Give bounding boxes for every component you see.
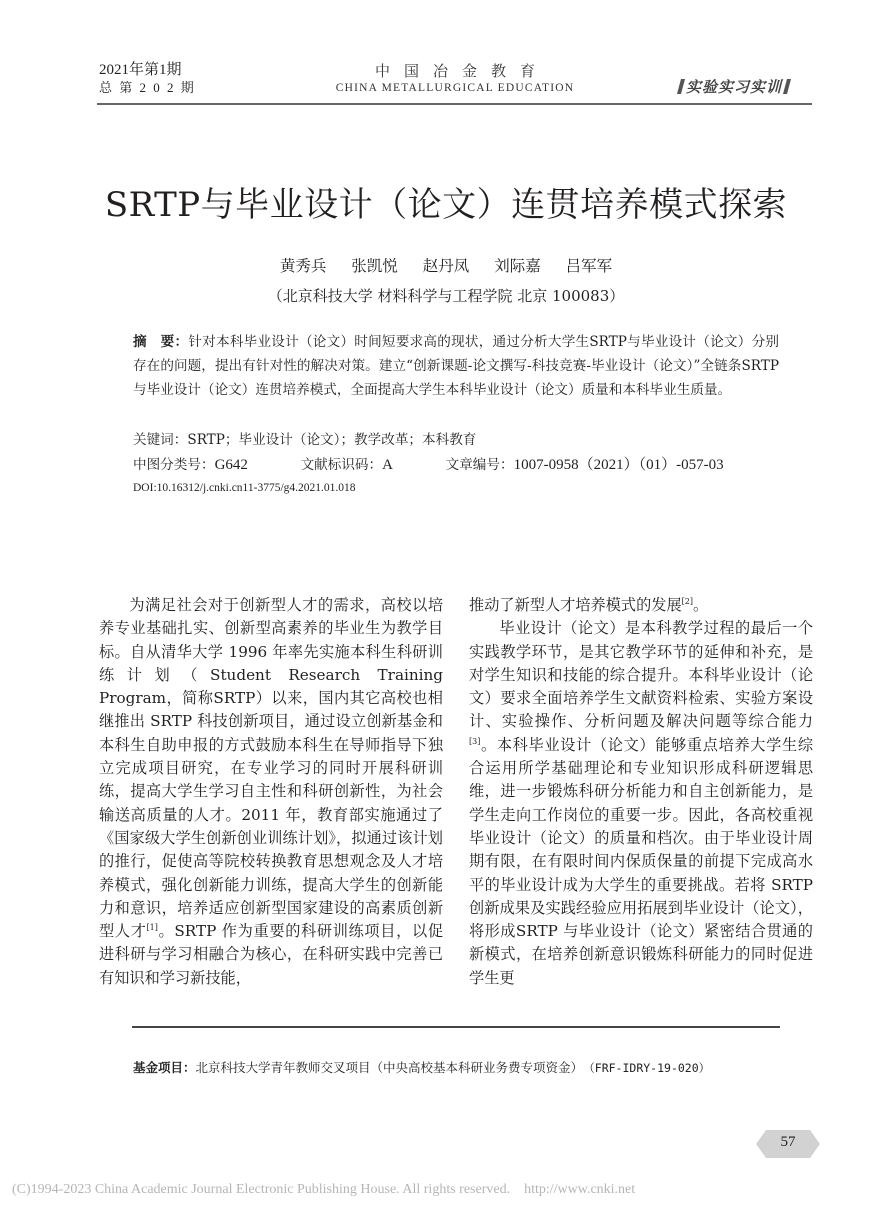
citation[interactable]: [1] xyxy=(146,923,158,933)
paragraph-text: 推动了新型人才培养模式的发展 xyxy=(469,596,682,614)
funding-note xyxy=(133,1059,710,1077)
column-label xyxy=(676,76,792,97)
body-column-left xyxy=(99,594,443,990)
author: 吕军军 xyxy=(565,257,613,275)
fund-code: （FRF-IDRY-19-020） xyxy=(589,1061,711,1075)
page-number-badge xyxy=(756,1130,820,1158)
abstract-label: 摘 要： xyxy=(133,334,189,350)
citation[interactable]: [2] xyxy=(681,596,693,606)
footnote-divider xyxy=(132,1026,780,1028)
cnki-link[interactable]: http://www.cnki.net xyxy=(524,1182,636,1197)
doc-code-label: 文献标识码： xyxy=(300,457,383,473)
paragraph xyxy=(469,594,813,617)
clc-label: 中图分类号： xyxy=(133,457,215,473)
author: 刘际嘉 xyxy=(494,257,541,275)
author: 黄秀兵 xyxy=(279,257,327,275)
affiliation: （北京科技大学 材料科学与工程学院 北京 100083） xyxy=(267,287,625,305)
article-no-label: 文章编号： xyxy=(445,457,514,473)
journal-name-cn: 中国冶金教育 xyxy=(374,62,549,80)
keywords xyxy=(133,430,476,450)
fund-text: 北京科技大学青年教师交叉项目（中央高校基本科研业务费专项资金） xyxy=(195,1060,584,1075)
clc-value: G642 xyxy=(214,457,248,473)
paragraph-text: 为满足社会对于创新型人才的需求，高校以培养专业基础扎实、创新型高素养的毕业生为教学目标。自从清华大学 1996 年率先实施本科生科研训练计划（Student Research Training Program，简称SRTP）以来，国内其它高校也相继推出 SRTP 科技创新项目，通过设立创新基金和本科生自助申报的方式鼓励本科生在导师指导下独立完成项目研究，在专业学习的同时开展科研训练，提高大学生学习自主性和科研创新性，为社会输送高质量的人才。2011 年，教育部实施通过了《国家级大学生创新创业训练计划》，拟通过该计划的推行，促使高等院校转换教育思想观念及人才培养模式，强化创新能力训练，提高大学生的创新能力和意识，培养适应创新型国家建设的高素质创新型人才 xyxy=(99,596,443,941)
body-column-right xyxy=(469,594,813,990)
citation[interactable]: [3] xyxy=(469,736,481,746)
paragraph-text: 。 xyxy=(692,596,709,614)
issue-total-line: 总 第 2 0 2 期 xyxy=(99,80,196,95)
header-divider xyxy=(97,103,812,105)
paragraph xyxy=(99,594,443,990)
paragraph-text: 毕业设计（论文）是本科教学过程的最后一个实践教学环节，是其它教学环节的延伸和补充，是对学生知识和技能的综合提升。本科毕业设计（论文）要求全面培养学生文献资料检索、实验方案设计、实验操作、分析问题及解决问题等综合能力 xyxy=(469,619,813,731)
column-name: 实验实习实训 xyxy=(686,78,783,96)
paragraph-text: 。SRTP 作为重要的科研训练项目，以促进科研与学习相融合为核心，在科研实践中完善已有知识和学习新技能， xyxy=(99,922,444,987)
abstract xyxy=(133,330,779,402)
paragraph-text: 。本科毕业设计（论文）能够重点培养大学生综合运用所学基础理论和专业知识形成科研逻辑思维，进一步锻炼科研分析能力和自主创新能力，是学生走向工作岗位的重要一步。因此，各高校重视毕业设计（论文）的质量和档次。由于毕业设计周期有限，在有限时间内保质保量的前提下完成高水平的毕业设计成为大学生的重要挑战。若将 SRTP 创新成果及实践经验应用拓展到毕业设计（论文），将形成SRTP 与毕业设计（论文）紧密结合贯通的新模式，在培养创新意识锻炼科研能力的同时促进学生更 xyxy=(469,735,813,987)
page-number: 57 xyxy=(780,1134,796,1150)
article-no-value: 1007-0958（2021）（01）-057-03 xyxy=(513,457,724,473)
keywords-text: SRTP；毕业设计（论文）；教学改革；本科教育 xyxy=(187,432,477,448)
keywords-label: 关键词： xyxy=(133,432,188,448)
author-list xyxy=(60,256,832,276)
classification-line xyxy=(133,455,724,475)
paragraph xyxy=(469,617,813,990)
abstract-text: 针对本科毕业设计（论文）时间短要求高的现状，通过分析大学生SRTP与毕业设计（论文）分别存在的问题，提出有针对性的解决对策。建立“创新课题-论文撰写-科技竞赛-毕业设计（论文）”全链条SRTP与毕业设计（论文）连贯培养模式，全面提高大学生本科毕业设计（论文）质量和本科毕业生质量。 xyxy=(133,334,780,398)
bar-icon xyxy=(677,79,685,94)
author: 赵丹凤 xyxy=(422,257,470,275)
issue-line: 2021年第1期 xyxy=(99,62,182,78)
fund-label: 基金项目： xyxy=(133,1060,196,1075)
doi: DOI:10.16312/j.cnki.cn11-3775/g4.2021.01.018 xyxy=(133,482,356,494)
article-title: SRTP与毕业设计（论文）连贯培养模式探索 xyxy=(104,185,788,225)
bar-icon xyxy=(783,79,791,94)
copyright-text: (C)1994-2023 China Academic Journal Electronic Publishing House. All rights reserved. xyxy=(12,1182,511,1197)
journal-masthead xyxy=(300,62,610,96)
doc-code-value: A xyxy=(382,457,393,473)
author: 张凯悦 xyxy=(351,257,398,275)
copyright-line xyxy=(12,1182,635,1198)
issue-info xyxy=(99,62,196,96)
journal-name-en: CHINA METALLURGICAL EDUCATION xyxy=(335,82,575,94)
